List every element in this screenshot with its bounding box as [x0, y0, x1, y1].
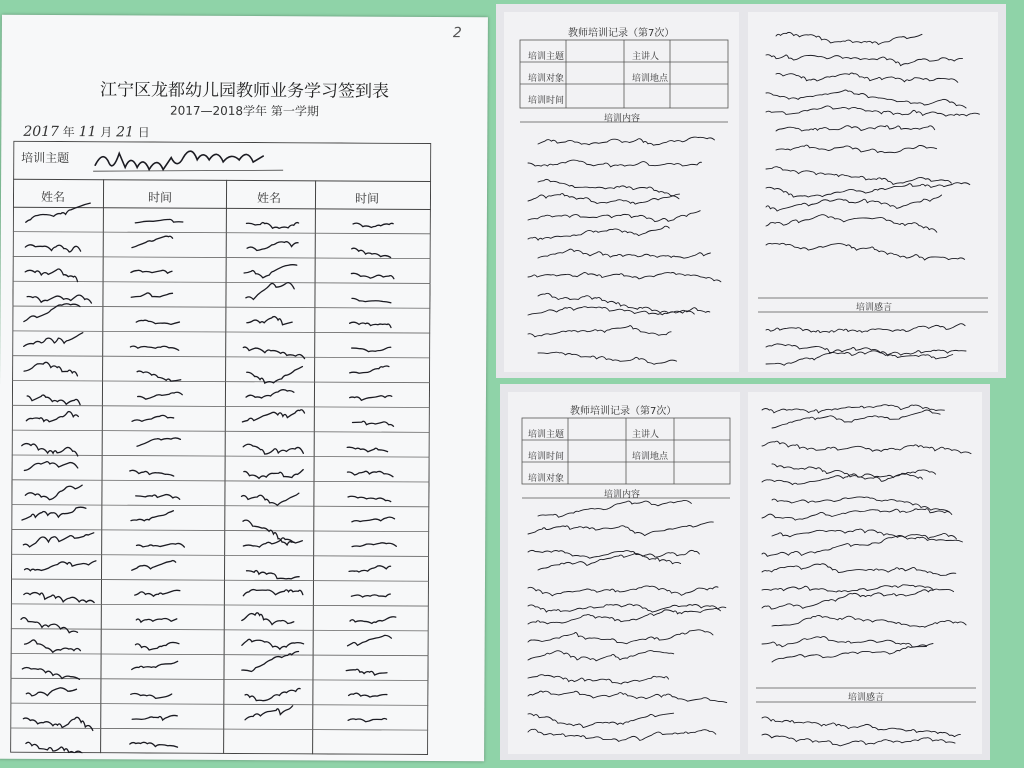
signature-row [22, 507, 395, 546]
signature-row [22, 650, 387, 681]
book2-label-location: 培训地点 [632, 452, 669, 462]
book2-label-audience: 培训对象 [528, 474, 565, 484]
signature-row [24, 588, 390, 604]
term-semester: 第一 [270, 104, 295, 119]
book2-reflection-heading: 培训感言 [848, 693, 885, 703]
column-header-name-2: 姓名 [256, 191, 282, 206]
term-year-label: 学年 [243, 103, 268, 119]
column-header-time-2: 时间 [354, 191, 380, 206]
date-month: 11 [78, 124, 97, 141]
signature-row [24, 332, 391, 359]
sheet-title: 江宁区龙都幼儿园教师业务学习签到表 [100, 80, 390, 102]
column-header-time-1: 时间 [147, 190, 173, 205]
book1-label-time: 培训时间 [528, 96, 565, 106]
column-header-name-1: 姓名 [40, 189, 66, 205]
training-record-book-1 [496, 4, 1006, 378]
signature-row [25, 485, 390, 506]
signature-row [25, 560, 391, 580]
book2-label-topic: 培训主题 [528, 430, 565, 440]
signature-row [26, 408, 393, 426]
book2-left-page [508, 392, 740, 754]
term-dash: — [200, 103, 213, 118]
signature-row [26, 203, 394, 229]
signature-row [25, 263, 394, 283]
handwritten-lines [762, 717, 960, 746]
handwritten-lines [528, 137, 721, 364]
book2-title: 教师培训记录（第7次） [570, 406, 677, 417]
signature-row [24, 362, 389, 384]
book2-left-grid [508, 392, 740, 754]
book1-right-grid [748, 12, 998, 372]
handwritten-lines [528, 500, 727, 741]
book1-title: 教师培训记录（第7次） [568, 28, 675, 39]
signature-row [27, 281, 391, 304]
book1-reflection-heading: 培训感言 [856, 303, 893, 313]
signature-row [24, 462, 393, 480]
signature-row [26, 742, 178, 755]
page-number: 2 [452, 25, 462, 42]
date-year-label: 年 [62, 125, 75, 140]
handwritten-lines [762, 405, 971, 662]
signature-row [26, 687, 387, 701]
date-day-label: 日 [137, 125, 150, 140]
signature-row [23, 532, 396, 548]
book1-right-page [748, 12, 998, 372]
signature-row [21, 612, 396, 635]
book1-left-grid [504, 12, 739, 372]
term-semester-label: 学期 [294, 104, 319, 119]
handwritten-lines [766, 32, 979, 260]
book2-label-time: 培训时间 [528, 452, 565, 462]
book2-label-speaker: 主讲人 [632, 430, 660, 440]
book1-label-audience: 培训对象 [528, 74, 565, 84]
signature-row [25, 633, 392, 654]
date-line [23, 123, 150, 141]
signature-row [23, 704, 386, 732]
signin-table [10, 141, 431, 755]
book1-left-page [504, 12, 739, 372]
book1-label-speaker: 主讲人 [632, 52, 660, 62]
date-month-label: 月 [100, 125, 113, 140]
signature-row [22, 437, 388, 457]
book1-content-heading: 培训内容 [604, 114, 641, 124]
term-year-start: 2017 [169, 103, 201, 118]
signature-row [25, 235, 390, 257]
handwritten-lines [766, 324, 966, 366]
sign-in-sheet [0, 15, 488, 762]
date-day: 21 [116, 124, 135, 141]
term-line [1, 101, 487, 121]
signature-row [27, 388, 392, 406]
book1-label-topic: 培训主题 [528, 52, 565, 62]
signature-rows [10, 141, 431, 755]
training-record-book-2 [500, 384, 990, 760]
book1-label-location: 培训地点 [632, 74, 669, 84]
term-year-end: 2018 [212, 103, 244, 118]
topic-label: 培训主题 [21, 150, 70, 166]
book2-right-page [748, 392, 982, 754]
book2-content-heading: 培训内容 [604, 490, 641, 500]
date-year: 2017 [23, 123, 60, 141]
signature-row [24, 304, 391, 328]
